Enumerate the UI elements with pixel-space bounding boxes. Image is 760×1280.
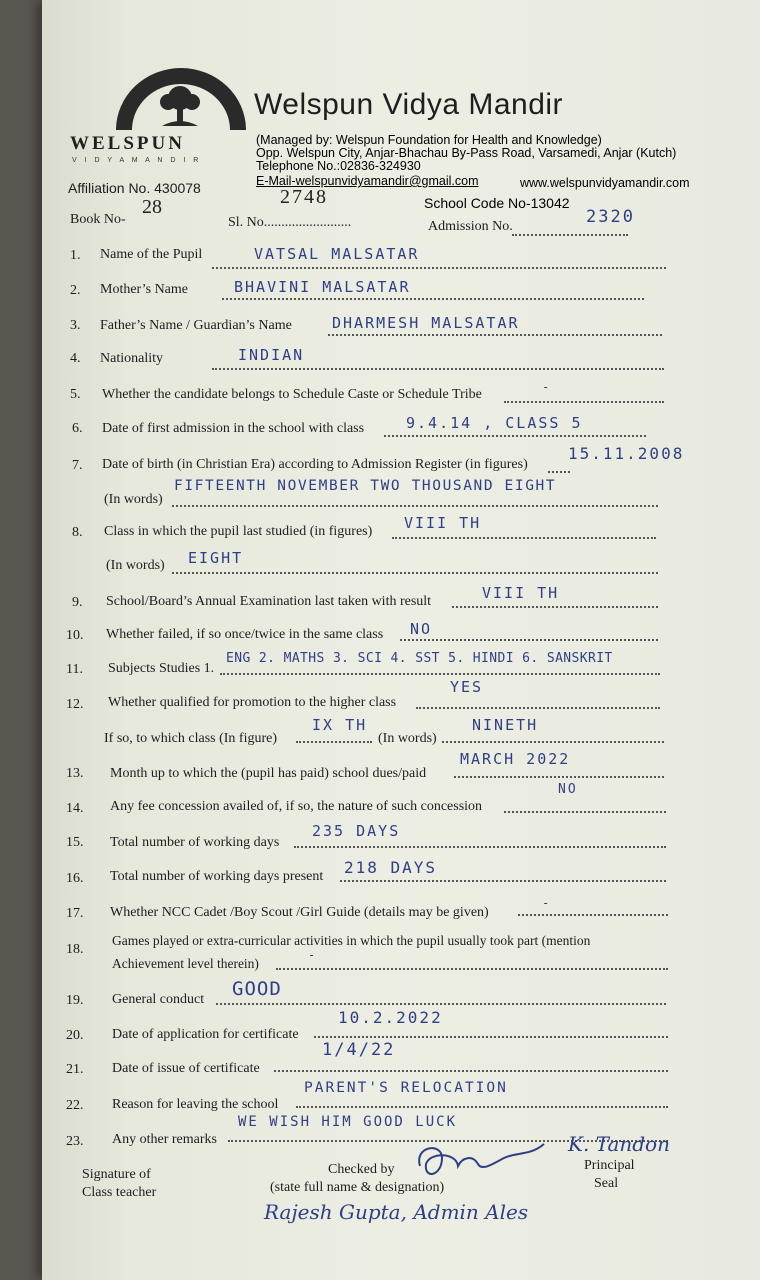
checker-signature-icon — [412, 1136, 562, 1184]
affiliation-number: Affiliation No. 430078 — [68, 180, 201, 196]
next-class-figures-value: IX TH — [312, 716, 368, 734]
website: www.welspunvidyamandir.com — [520, 176, 690, 190]
email: E-Mail-welspunvidyamandir@gmail.com — [256, 174, 479, 188]
dob-words-value: FIFTEENTH NOVEMBER TWO THOUSAND EIGHT — [174, 478, 557, 494]
fee-concession-value: NO — [558, 782, 578, 797]
field-label: Any fee concession availed of, if so, the nature of such concession — [110, 799, 483, 814]
checked-by-label: Checked by — [328, 1162, 395, 1177]
next-class-words-value: NINETH — [472, 716, 539, 734]
class-teacher-label: Class teacher — [82, 1185, 157, 1200]
managed-by: (Managed by: Welspun Foundation for Health and Knowledge) — [256, 133, 602, 147]
leaving-reason-value: PARENT'S RELOCATION — [304, 1080, 508, 1096]
signature-label: Signature of — [82, 1167, 151, 1182]
field-label: Whether NCC Cadet /Boy Scout /Girl Guide (details may be given) — [110, 905, 489, 920]
pupil-name-value: VATSAL MALSATAR — [254, 245, 420, 263]
last-class-words-value: EIGHT — [188, 549, 244, 567]
subjects-value: ENG 2. MATHS 3. SCI 4. SST 5. HINDI 6. SANSKRIT — [226, 651, 613, 666]
field-label: Nationality — [100, 351, 163, 366]
logo-subtitle: V I D Y A M A N D I R — [72, 157, 202, 164]
ncc-value: - — [542, 896, 552, 910]
nationality-value: INDIAN — [238, 346, 305, 364]
days-present-value: 218 DAYS — [344, 858, 438, 877]
conduct-value: GOOD — [232, 978, 282, 1000]
working-days-value: 235 DAYS — [312, 822, 401, 840]
field-label: Any other remarks — [112, 1132, 217, 1147]
dues-paid-value: MARCH 2022 — [460, 750, 571, 768]
field-label: Reason for leaving the school — [112, 1097, 279, 1112]
in-words-label: (In words) — [378, 731, 437, 746]
promotion-value: YES — [450, 678, 484, 696]
remarks-value: WE WISH HIM GOOD LUCK — [238, 1114, 458, 1130]
field-label: Whether the candidate belongs to Schedule Caste or Schedule Tribe — [102, 387, 482, 402]
field-label: Whether qualified for promotion to the higher class — [108, 695, 397, 710]
field-label: Whether failed, if so once/twice in the same class — [106, 627, 384, 642]
field-label: Date of first admission in the school with class — [102, 421, 365, 436]
caste-value: - — [542, 380, 552, 394]
field-label: (In words) — [104, 492, 163, 507]
seal-label: Seal — [594, 1176, 619, 1191]
field-label: Class in which the pupil last studied (in figures) — [104, 524, 373, 539]
activities-value: - — [308, 948, 318, 962]
mother-name-value: BHAVINI MALSATAR — [234, 278, 411, 296]
field-label: Date of application for certificate — [112, 1027, 299, 1042]
checker-name-handwritten: Rajesh Gupta, Admin Ales — [264, 1200, 529, 1224]
logo-wordmark: WELSPUN — [70, 133, 185, 154]
first-admission-value: 9.4.14 , CLASS 5 — [406, 414, 583, 432]
address: Opp. Welspun City, Anjar-Bhachau By-Pass Road, Varsamedi, Anjar (Kutch) — [256, 146, 677, 160]
school-code: School Code No-13042 — [424, 195, 570, 211]
admission-number-value: 2320 — [586, 207, 635, 227]
serial-number-value: 2748 — [280, 186, 328, 208]
field-label: Total number of working days present — [110, 869, 324, 884]
field-label: Total number of working days — [110, 835, 280, 850]
issue-date-value: 1/4/22 — [322, 1040, 396, 1060]
field-label: General conduct — [112, 992, 205, 1007]
failed-value: NO — [410, 620, 433, 638]
dob-figures-value: 15.11.2008 — [568, 444, 685, 463]
field-label: Name of the Pupil — [100, 247, 203, 262]
principal-signature: K. Tandon — [568, 1132, 670, 1156]
school-emblem-icon — [108, 60, 254, 140]
field-label: Mother’s Name — [100, 282, 188, 297]
school-name: Welspun Vidya Mandir — [254, 88, 564, 121]
application-date-value: 10.2.2022 — [338, 1008, 443, 1027]
principal-label: Principal — [584, 1158, 635, 1173]
telephone: Telephone No.:02836-324930 — [256, 159, 421, 173]
last-class-figures-value: VIII TH — [404, 514, 482, 532]
book-number-label: Book No- — [70, 212, 126, 227]
father-name-value: DHARMESH MALSATAR — [332, 314, 520, 332]
book-number-value: 28 — [142, 196, 162, 218]
achievement-label: Achievement level therein) — [112, 956, 259, 971]
state-full-name-label: (state full name & designation) — [270, 1180, 445, 1195]
field-label: Date of birth (in Christian Era) according to Admission Register (in figures) — [102, 457, 528, 472]
field-label: Subjects Studies 1. — [108, 661, 215, 676]
field-label: Games played or extra-curricular activities in which the pupil usually took part (mention — [112, 933, 591, 948]
field-label: If so, to which class (In figure) — [104, 731, 278, 746]
field-label: Date of issue of certificate — [112, 1061, 260, 1076]
field-label: Father’s Name / Guardian’s Name — [100, 318, 292, 333]
sl-number-label: Sl. No......................... — [228, 215, 352, 230]
certificate-sheet: WELSPUN V I D Y A M A N D I R Welspun Vidya Mandir (Managed by: Welspun Foundation for Health and Knowledge) Opp. Welspun City, Anjar-Bhachau By-Pass Road, Varsamedi, Anjar (Kutch) Telephone No.:02836-324930 E-Mail-welspunvidyamandir@gmail.com www.welspunvidyamandir.com Affiliation No. 430078 2748 School Code No-13042 Book No- 28 Sl. No......................... Admission No. 2320 1. Name of the Pupil VATSAL MALSATAR 2. Mother’s Name BHAVINI MALSATAR 3. Father’s Name / Guardian’s Name DHARMESH MALSATAR 4. Nationality INDIAN 5. Whether the candidate belongs to Schedule Caste or Schedule Tribe - 6. Date of first admission in the school with class 9.4.14 , CLASS 5 7. Date of birth (in Christian Era) according to Admission Register (in figures) 15.11.2008 (In words) FIFTEENTH NOVEMBER TWO THOUSAND EIGHT 8. Class in which the pupil last studied (in figures) VIII TH (In words) EIGHT 9. School/Board’s Annual Examination last taken with result VIII TH 10. Whether failed, if so once/twice in the same class NO 11. Subjects Studies 1. ENG 2. MATHS 3. SCI 4. SST 5. HINDI 6. SANSKRIT 12. Whether qualified for promotion to the higher class YES If so, to which class (In figure) IX TH (In words) NINETH 13. Month up to which the (pupil has paid) school dues/paid MARCH 2022 14. Any fee concession availed of, if so, the nature of such concession NO 15. Total number of working days 235 DAYS 16. Total number of working days present 218 DAYS 17. Whether NCC Cadet /Boy Scout /Girl Guide (details may be given) - 18. Games played or extra-curricular activities in which the pupil usually took part (mention Achievement level therein) - 19. General conduct GOOD 20. Date of application for certificate 10.2.2022 21. Date of issue of certificate 1/4/22 22. Reason for leaving the school PARENT'S RELOCATION 23. Any other remarks WE WISH HIM GOOD LUCK Signature of Class teacher Checked by (state full name & designation) K. Tandon Principal Seal Rajesh Gupta, Admin Ales — [42, 0, 760, 1280]
field-label: School/Board’s Annual Examination last taken with result — [106, 594, 432, 609]
exam-result-value: VIII TH — [482, 584, 560, 602]
admission-number-label: Admission No. — [428, 219, 513, 234]
field-label: Month up to which the (pupil has paid) school dues/paid — [110, 766, 427, 781]
field-label: (In words) — [106, 558, 165, 573]
